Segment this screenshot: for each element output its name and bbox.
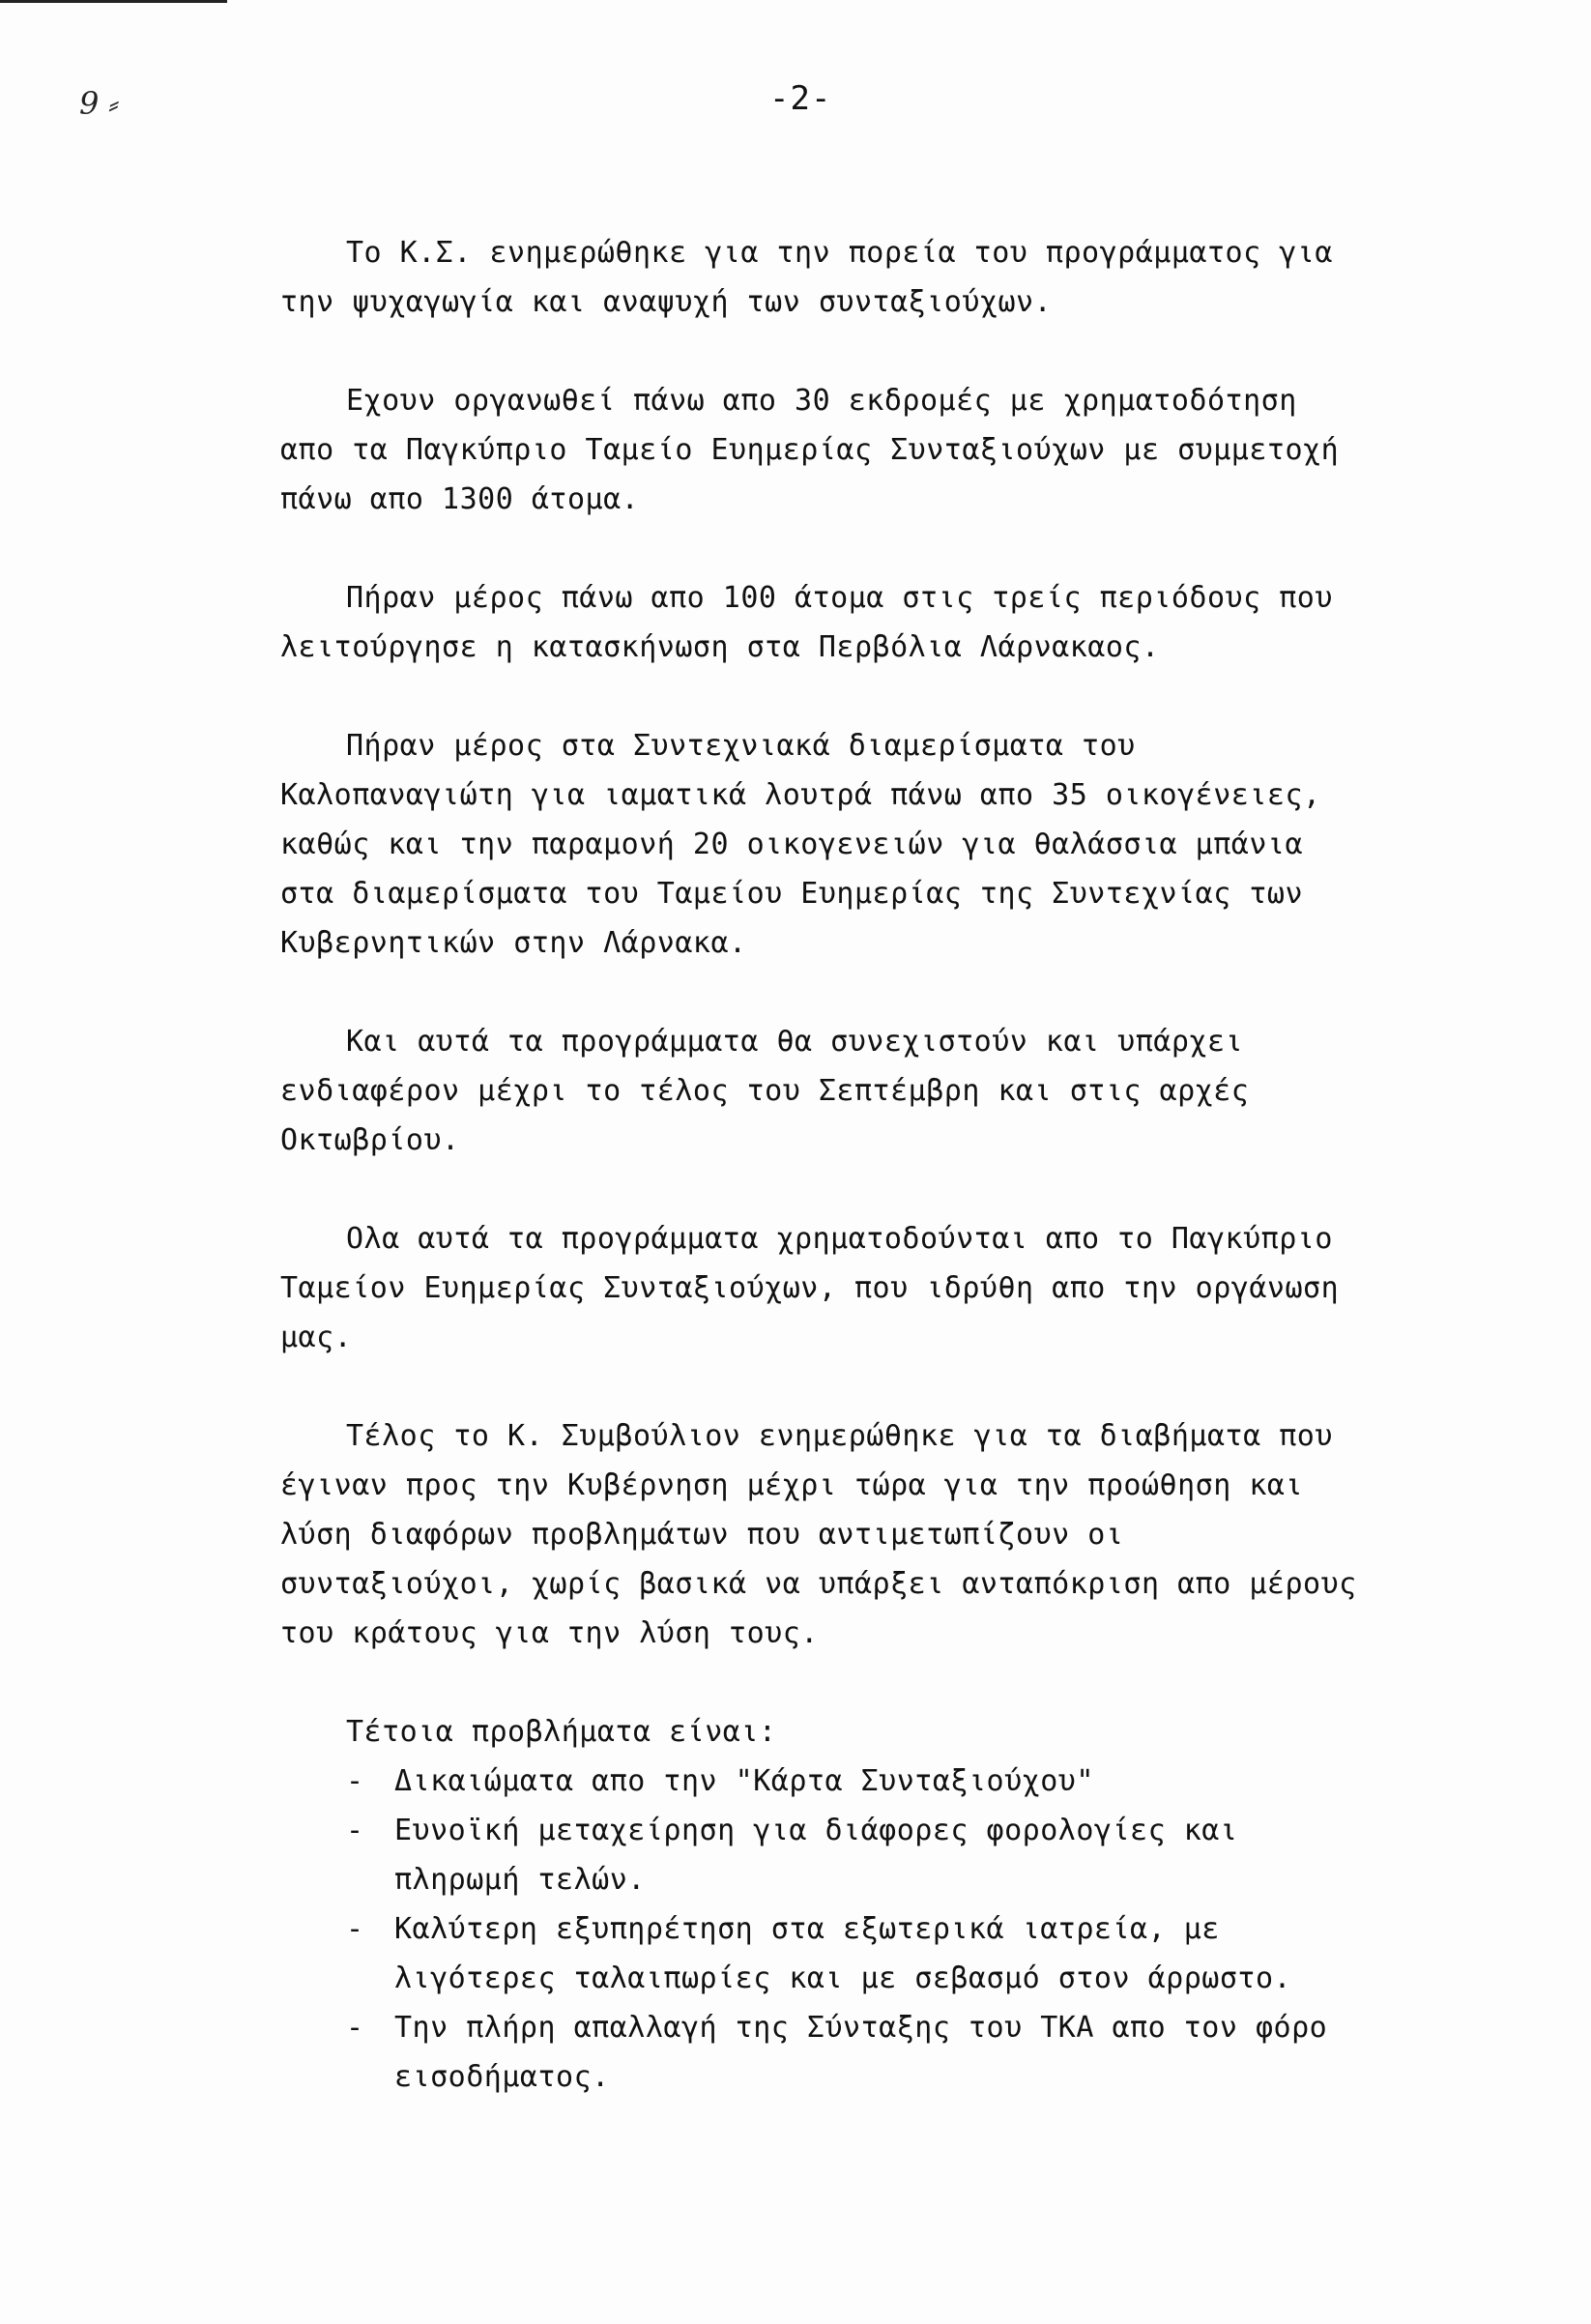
list-dash: - [346,1764,364,1798]
problems-list [280,1757,1363,2102]
list-item [280,1806,1363,1904]
paragraph-camp: Πήραν μέρος πάνω απο 100 άτομα στις τρείς περιόδους που λειτούργησε η κατασκήνωση στα Περβόλια Λάρνακαος. [280,581,1333,664]
list-dash: - [346,2011,364,2045]
list-dash: - [346,1814,364,1847]
problems-intro: Τέτοια προβλήματα είναι: [346,1715,777,1749]
list-dash: - [346,1912,364,1946]
list-item-text: Δικαιώματα απο την "Κάρτα Συνταξιούχου" [394,1764,1094,1798]
list-item-text: Την πλήρη απαλλαγή της Σύνταξης του ΤΚΑ απο τον φόρο εισοδήματος. [394,2011,1328,2094]
page-number: -2- [769,79,832,118]
paragraph-program-update: Το Κ.Σ. ενημερώθηκε για την πορεία του προγράμματος για την ψυχαγωγία και αναψυχή των συνταξιούχων. [280,236,1333,319]
paragraph-continuation: Και αυτά τα προγράμματα θα συνεχιστούν και υπάρχει ενδιαφέρον μέχρι το τέλος του Σεπτέμβρη και στις αρχές Οκτωβρίου. [280,1025,1250,1157]
list-item-text: Καλύτερη εξυπηρέτηση στα εξωτερικά ιατρεία, με λιγότερες ταλαιπωρίες και με σεβασμό στον άρρωστο. [394,1912,1292,1995]
paragraph-union-apartments: Πήραν μέρος στα Συντεχνιακά διαμερίσματα του Καλοπαναγιώτη για ιαματικά λουτρά πάνω απο 35 οικογένειες, καθώς και την παραμονή 20 οικογενειών για θαλάσσια μπάνια στα διαμερίσματα του Ταμείου Ευημερίας της Συντεχνίας των Κυβερνητικών στην Λάρνακα. [280,729,1321,960]
paragraph-excursions: Εχουν οργανωθεί πάνω απο 30 εκδρομές με χρηματοδότηση απο τα Παγκύπριο Ταμείο Ευημερίας Συνταξιούχων με συμμετοχή πάνω απο 1300 άτομα. [280,384,1340,516]
paragraph-government-steps: Τέλος το Κ. Συμβούλιον ενημερώθηκε για τα διαβήματα που έγιναν προς την Κυβέρνηση μέχρι τώρα για την προώθηση και λύση διαφόρων προβλημάτων που αντιμετωπίζουν οι συνταξιούχοι, χωρίς βασικά να υπάρξει ανταπόκριση απο μέρους του κράτους για την λύση τους. [280,1419,1357,1650]
document-body [280,228,1363,2102]
list-item [280,2003,1363,2102]
list-item [280,1904,1363,2003]
paragraph-funding: Ολα αυτά τα προγράμματα χρηματοδούνται απο το Παγκύπριο Ταμείον Ευημερίας Συνταξιούχων, που ιδρύθη απο την οργάνωση μας. [280,1222,1340,1354]
list-item [280,1757,1363,1806]
list-item-text: Ευνοϊκή μεταχείρηση για διάφορες φορολογίες και πληρωμή τελών. [394,1814,1238,1897]
corner-mark: 9 ⸗ [79,85,120,122]
top-edge-rule [0,0,227,3]
